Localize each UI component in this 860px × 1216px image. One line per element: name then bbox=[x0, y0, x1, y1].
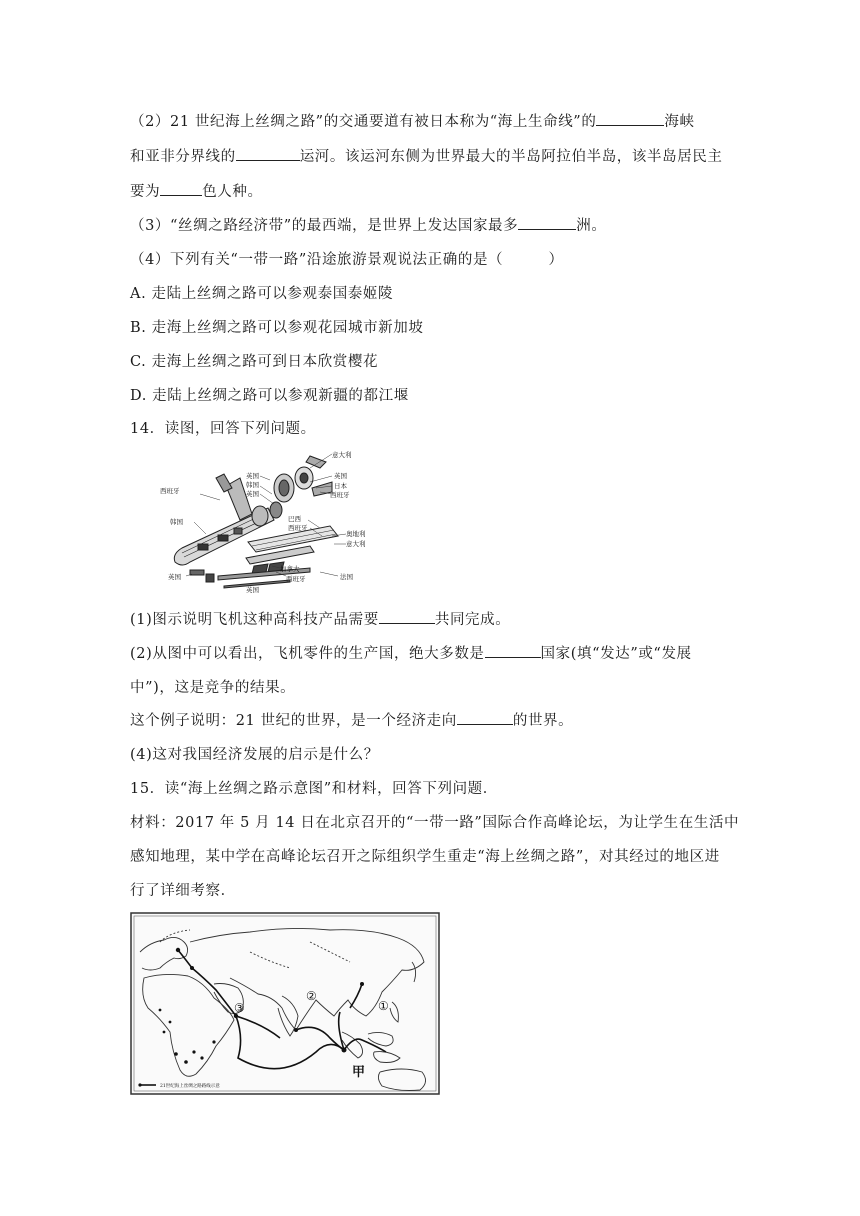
answer-blank[interactable] bbox=[160, 181, 202, 196]
q15-material-line3: 行了详细考察． bbox=[130, 883, 236, 899]
label-spain: 西班牙 bbox=[286, 575, 306, 583]
label-uk: 英国 bbox=[168, 573, 181, 581]
option-a[interactable]: A. 走陆上丝绸之路可以参观泰国泰姬陵 bbox=[130, 286, 394, 302]
q15-title: 15．读“海上丝绸之路示意图”和材料，回答下列问题． bbox=[130, 781, 498, 797]
label-uk: 英国 bbox=[246, 490, 259, 498]
option-d[interactable]: D. 走陆上丝绸之路可以参观新疆的都江堰 bbox=[130, 388, 409, 404]
label-spain: 西班牙 bbox=[160, 487, 180, 495]
label-spain: 西班牙 bbox=[330, 491, 350, 499]
q14-sub2-line1: (2)从图中可以看出，飞机零件的生产国，绝大多数是 国家(填“发达”或“发展 bbox=[130, 642, 692, 663]
answer-blank[interactable] bbox=[379, 609, 435, 624]
q13-part2-line2: 和亚非分界线的 运河。该运河东侧为世界最大的半岛阿拉伯半岛，该半岛居民主 bbox=[130, 145, 723, 166]
label-region-1: ① bbox=[378, 999, 389, 1013]
label-japan: 日本 bbox=[334, 482, 347, 490]
q15-material-line2: 感知地理，某中学在高峰论坛召开之际组织学生重走“海上丝绸之路”，对其经过的地区进 bbox=[130, 849, 720, 865]
q14-title: 14．读图，回答下列问题。 bbox=[130, 421, 316, 437]
label-spain: 西班牙 bbox=[288, 524, 308, 532]
label-korea: 韩国 bbox=[170, 518, 183, 526]
label-uk: 英国 bbox=[246, 472, 259, 480]
label-austria: 奥地利 bbox=[346, 530, 366, 538]
label-italy: 意大利 bbox=[332, 451, 352, 459]
answer-blank[interactable] bbox=[485, 643, 541, 658]
legend-text: 21世纪海上丝绸之路路线示意 bbox=[160, 1084, 220, 1089]
label-brazil: 巴西 bbox=[288, 515, 301, 523]
q14-sub2-line2: 中”)，这是竞争的结果。 bbox=[130, 680, 296, 696]
label-uk: 英国 bbox=[246, 586, 259, 594]
q14-sub3: 这个例子说明：21 世纪的世界，是一个经济走向 的世界。 bbox=[130, 709, 573, 730]
answer-blank[interactable] bbox=[518, 215, 576, 230]
answer-blank[interactable] bbox=[236, 146, 300, 161]
q14-sub4: (4)这对我国经济发展的启示是什么？ bbox=[130, 747, 379, 763]
option-b[interactable]: B. 走海上丝绸之路可以参观花园城市新加坡 bbox=[130, 320, 424, 336]
label-region-3: ③ bbox=[234, 1001, 245, 1015]
answer-blank[interactable] bbox=[596, 111, 664, 126]
q13-part2-line3: 要为 色人种。 bbox=[130, 180, 263, 201]
label-uk: 英国 bbox=[334, 472, 347, 480]
q15-material-line1: 材料：2017 年 5 月 14 日在北京召开的“一带一路”国际合作高峰论坛，为让学生在生活中 bbox=[130, 815, 740, 831]
q13-part4: （4）下列有关“一带一路”沿途旅游景观说法正确的是（ ） bbox=[130, 252, 564, 268]
maritime-silk-road-map bbox=[130, 912, 440, 1095]
label-region-2: ② bbox=[306, 989, 317, 1003]
q13-part2-line1: （2）21 世纪海上丝绸之路”的交通要道有被日本称为“海上生命线”的 海峡 bbox=[130, 110, 695, 131]
label-korea: 韩国 bbox=[246, 481, 259, 489]
label-italy: 意大利 bbox=[346, 540, 366, 548]
label-france: 法国 bbox=[340, 573, 353, 581]
aircraft-parts-figure bbox=[160, 448, 370, 594]
option-c[interactable]: C. 走海上丝绸之路可到日本欣赏樱花 bbox=[130, 354, 379, 370]
answer-blank[interactable] bbox=[457, 710, 513, 725]
label-canada: 加拿大 bbox=[280, 565, 300, 573]
q13-part3: （3）“丝绸之路经济带”的最西端，是世界上发达国家最多 洲。 bbox=[130, 214, 606, 235]
q14-sub1: (1)图示说明飞机这种高科技产品需要 共同完成。 bbox=[130, 608, 510, 629]
label-jia: 甲 bbox=[352, 1065, 366, 1080]
